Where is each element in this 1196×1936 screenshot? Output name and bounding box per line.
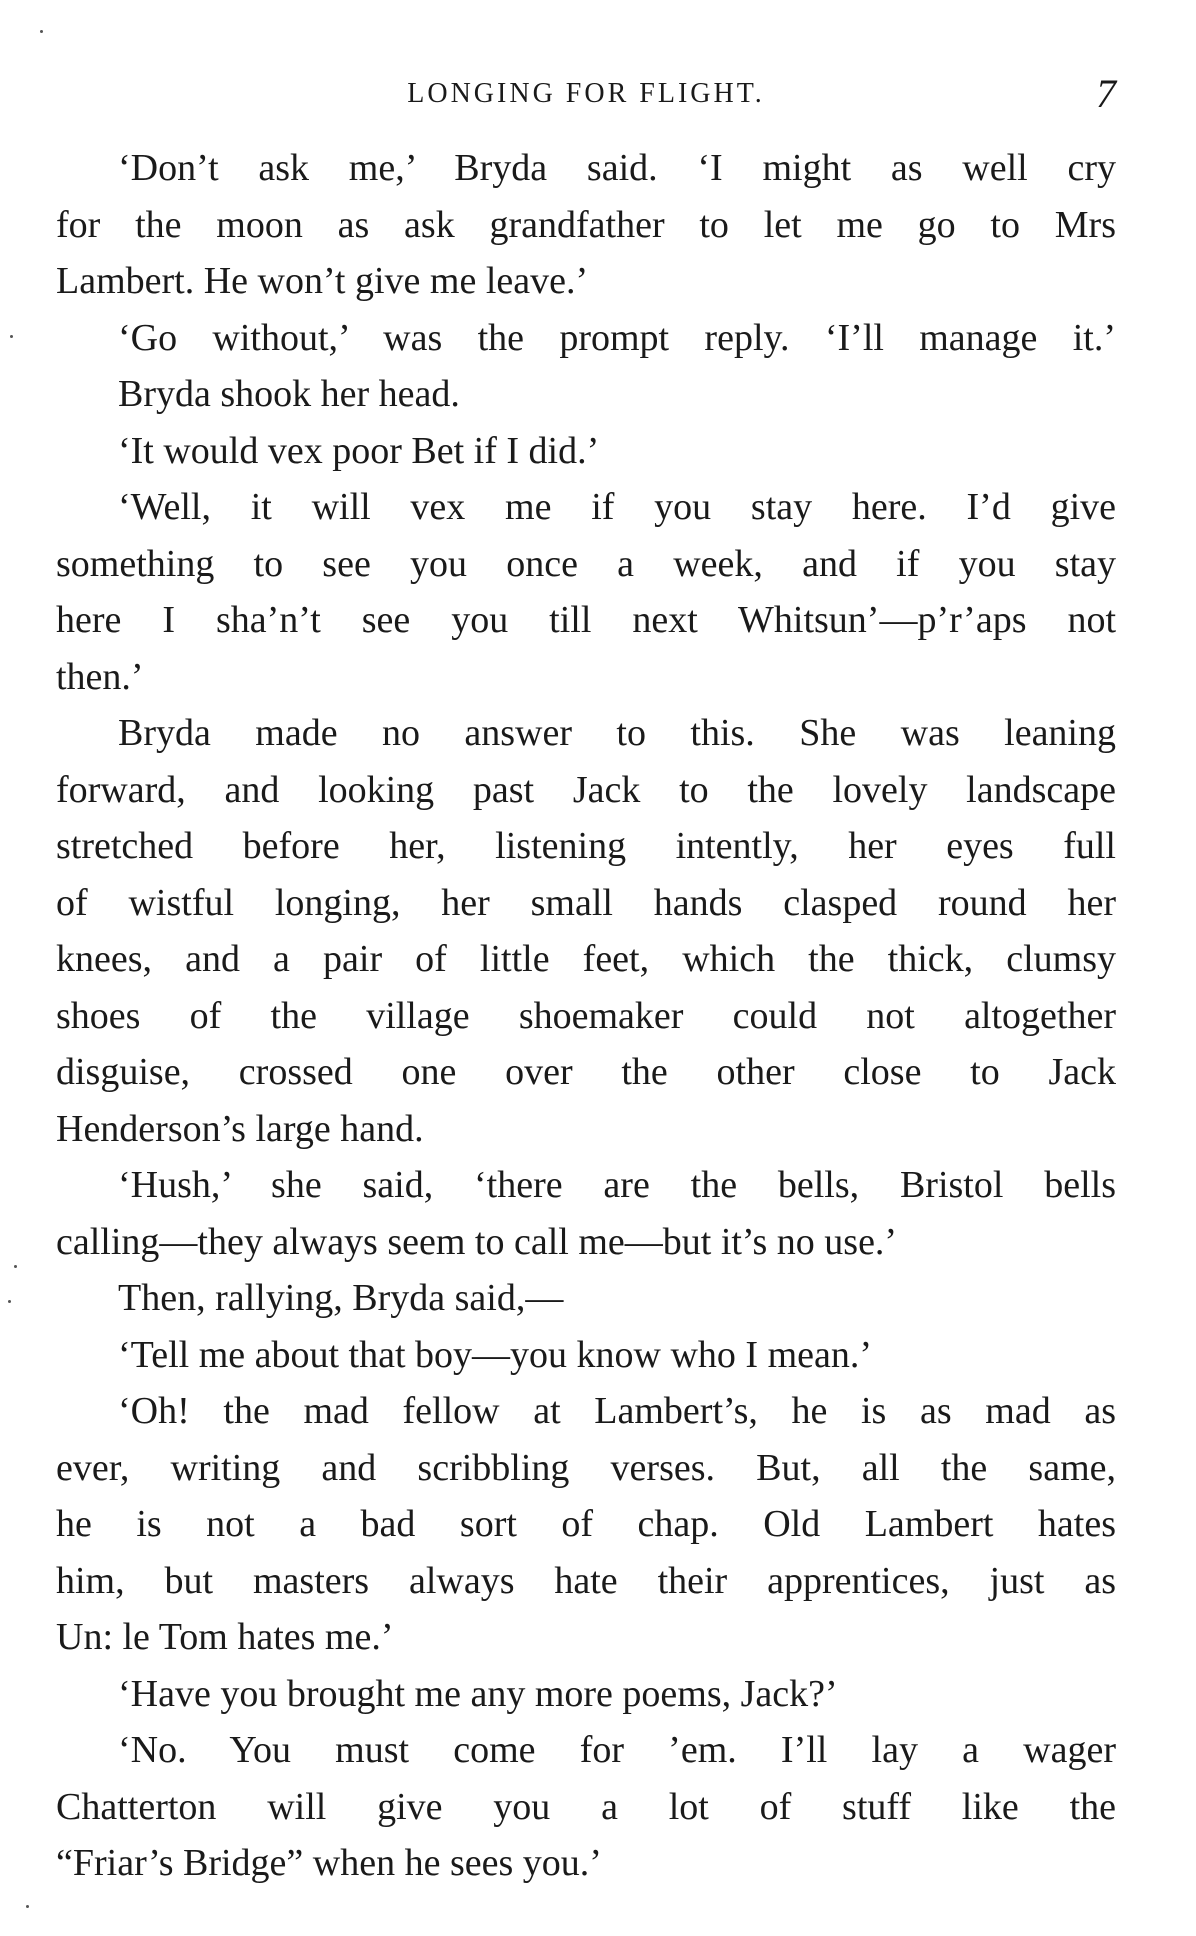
text-line: Lambert. He won’t give me leave.’ (56, 260, 589, 302)
text-line: stretched before her, listening intently, her eyes full (56, 825, 1116, 867)
page-number: 7 (1096, 71, 1116, 116)
running-head (56, 70, 1116, 120)
text-line: Then, rallying, Bryda said,— (118, 1277, 564, 1319)
text-line: disguise, crossed one over the other close to Jack (56, 1051, 1116, 1093)
text-line: Chatterton will give you a lot of stuff like the (56, 1785, 1116, 1828)
text-line: him, but masters always hate their apprentices, just as (56, 1559, 1116, 1602)
text-line: ‘Go without,’ was the prompt reply. ‘I’ll manage it.’ (118, 316, 1116, 359)
text-line: ‘Tell me about that boy—you know who I mean.’ (118, 1333, 873, 1376)
text-line: “Friar’s Bridge” when he sees you.’ (56, 1842, 602, 1884)
body-text (56, 140, 1116, 1892)
text-line: ‘Have you brought me any more poems, Jack?’ (118, 1672, 838, 1715)
margin-speck (40, 30, 43, 33)
text-line: then.’ (56, 655, 144, 698)
margin-speck (26, 1905, 29, 1908)
text-line: ‘Don’t ask me,’ Bryda said. ‘I might as well cry (118, 147, 1116, 189)
margin-speck (14, 1265, 17, 1268)
text-line: ‘It would vex poor Bet if I did.’ (118, 429, 600, 472)
text-line: shoes of the village shoemaker could not altogether (56, 994, 1116, 1037)
text-line: he is not a bad sort of chap. Old Lambert hates (56, 1503, 1116, 1545)
running-title: LONGING FOR FLIGHT. (407, 78, 765, 109)
text-line: calling—they always seem to call me—but it’s no use.’ (56, 1220, 898, 1263)
margin-speck (8, 1300, 11, 1303)
text-line: forward, and looking past Jack to the lovely landscape (56, 768, 1116, 811)
text-line: ‘Oh! the mad fellow at Lambert’s, he is as mad as (118, 1390, 1116, 1432)
text-line: knees, and a pair of little feet, which the thick, clumsy (56, 938, 1116, 980)
text-line: ‘Well, it will vex me if you stay here. I’d give (118, 486, 1116, 528)
text-line: Henderson’s large hand. (56, 1107, 424, 1150)
text-line: here I sha’n’t see you till next Whitsun’—p’r’aps not (56, 599, 1116, 641)
text-line: Bryda made no answer to this. She was leaning (118, 712, 1116, 754)
text-line: Bryda shook her head. (118, 373, 460, 415)
text-line: something to see you once a week, and if you stay (56, 542, 1116, 585)
text-line: ‘Hush,’ she said, ‘there are the bells, Bristol bells (118, 1164, 1116, 1206)
margin-speck (10, 335, 13, 338)
text-line: of wistful longing, her small hands clasped round her (56, 881, 1116, 924)
text-line: ‘No. You must come for ’em. I’ll lay a wager (118, 1729, 1116, 1771)
text-line: ever, writing and scribbling verses. But, all the same, (56, 1446, 1116, 1489)
text-line: for the moon as ask grandfather to let me go to Mrs (56, 203, 1116, 246)
text-line: Un: le Tom hates me.’ (56, 1616, 394, 1658)
